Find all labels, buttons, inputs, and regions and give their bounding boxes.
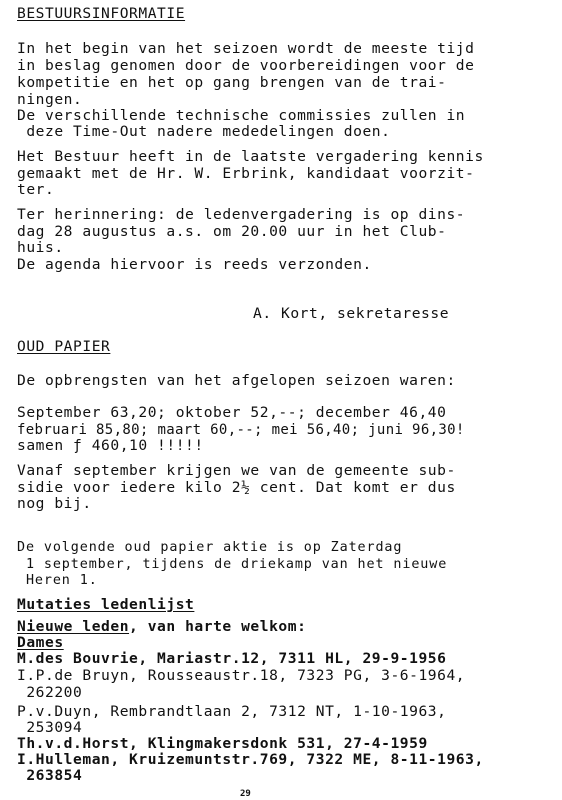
member-line: P.v.Duyn, Rembrandtlaan 2, 7312 NT, 1-10-1963,	[17, 703, 447, 720]
member-line: 263854	[17, 767, 83, 784]
group-heading-dames: Dames	[17, 634, 64, 651]
member-line: 262200	[17, 684, 83, 701]
section-heading-mutaties: Mutaties ledenlijst	[17, 596, 195, 613]
subheading-new-members	[17, 619, 306, 635]
text-line: De verschillende technische commissies zullen in	[17, 107, 466, 124]
text-line: samen ƒ 460,10 !!!!!	[17, 437, 204, 454]
text-line: nog bij.	[17, 495, 92, 512]
text-line: ningen.	[17, 91, 83, 108]
section-heading-oud-papier: OUD PAPIER	[17, 338, 111, 355]
text-line: In het begin van het seizoen wordt de meeste tijd	[17, 40, 475, 57]
signature: A. Kort, sekretaresse	[253, 305, 450, 322]
member-line: I.P.de Bruyn, Rousseaustr.18, 7323 PG, 3-6-1964,	[17, 667, 466, 684]
subheading-new-members-rest: , van harte welkom:	[129, 618, 307, 635]
text-line: sidie voor iedere kilo 2½ cent. Dat komt er dus	[17, 479, 456, 496]
member-line: I.Hulleman, Kruizemuntstr.769, 7322 ME, 8-11-1963,	[17, 751, 484, 768]
text-line: De agenda hiervoor is reeds verzonden.	[17, 256, 372, 273]
text-line: Heren 1.	[17, 573, 98, 588]
text-line: September 63,20; oktober 52,--; december 46,40	[17, 404, 447, 421]
text-line: gemaakt met de Hr. W. Erbrink, kandidaat voorzit-	[17, 165, 475, 182]
page-number: 29	[240, 789, 251, 799]
text-line: kompetitie en het op gang brengen van de trai-	[17, 74, 447, 91]
text-line: deze Time-Out nadere mededelingen doen.	[17, 123, 391, 140]
text-line: De opbrengsten van het afgelopen seizoen waren:	[17, 372, 456, 389]
subheading-new-members-underlined: Nieuwe leden	[17, 618, 130, 635]
text-line: in beslag genomen door de voorbereidingen voor de	[17, 57, 475, 74]
text-line: Het Bestuur heeft in de laatste vergadering kennis	[17, 148, 484, 165]
member-line: M.des Bouvrie, Mariastr.12, 7311 HL, 29-9-1956	[17, 650, 447, 667]
member-line: Th.v.d.Horst, Klingmakersdonk 531, 27-4-1959	[17, 735, 428, 752]
text-line: februari 85,80; maart 60,--; mei 56,40; juni 96,30!	[17, 422, 465, 438]
text-line: De volgende oud papier aktie is op Zaterdag	[17, 540, 403, 555]
section-heading-bestuursinformatie: BESTUURSINFORMATIE	[17, 5, 186, 22]
text-line: huis.	[17, 239, 64, 256]
text-line: dag 28 augustus a.s. om 20.00 uur in het Club-	[17, 223, 447, 240]
text-line: 1 september, tijdens de driekamp van het nieuwe	[17, 557, 448, 572]
text-line: ter.	[17, 181, 55, 198]
text-line: Ter herinnering: de ledenvergadering is op dins-	[17, 206, 466, 223]
text-line: Vanaf september krijgen we van de gemeente sub-	[17, 462, 456, 479]
member-line: 253094	[17, 719, 83, 736]
